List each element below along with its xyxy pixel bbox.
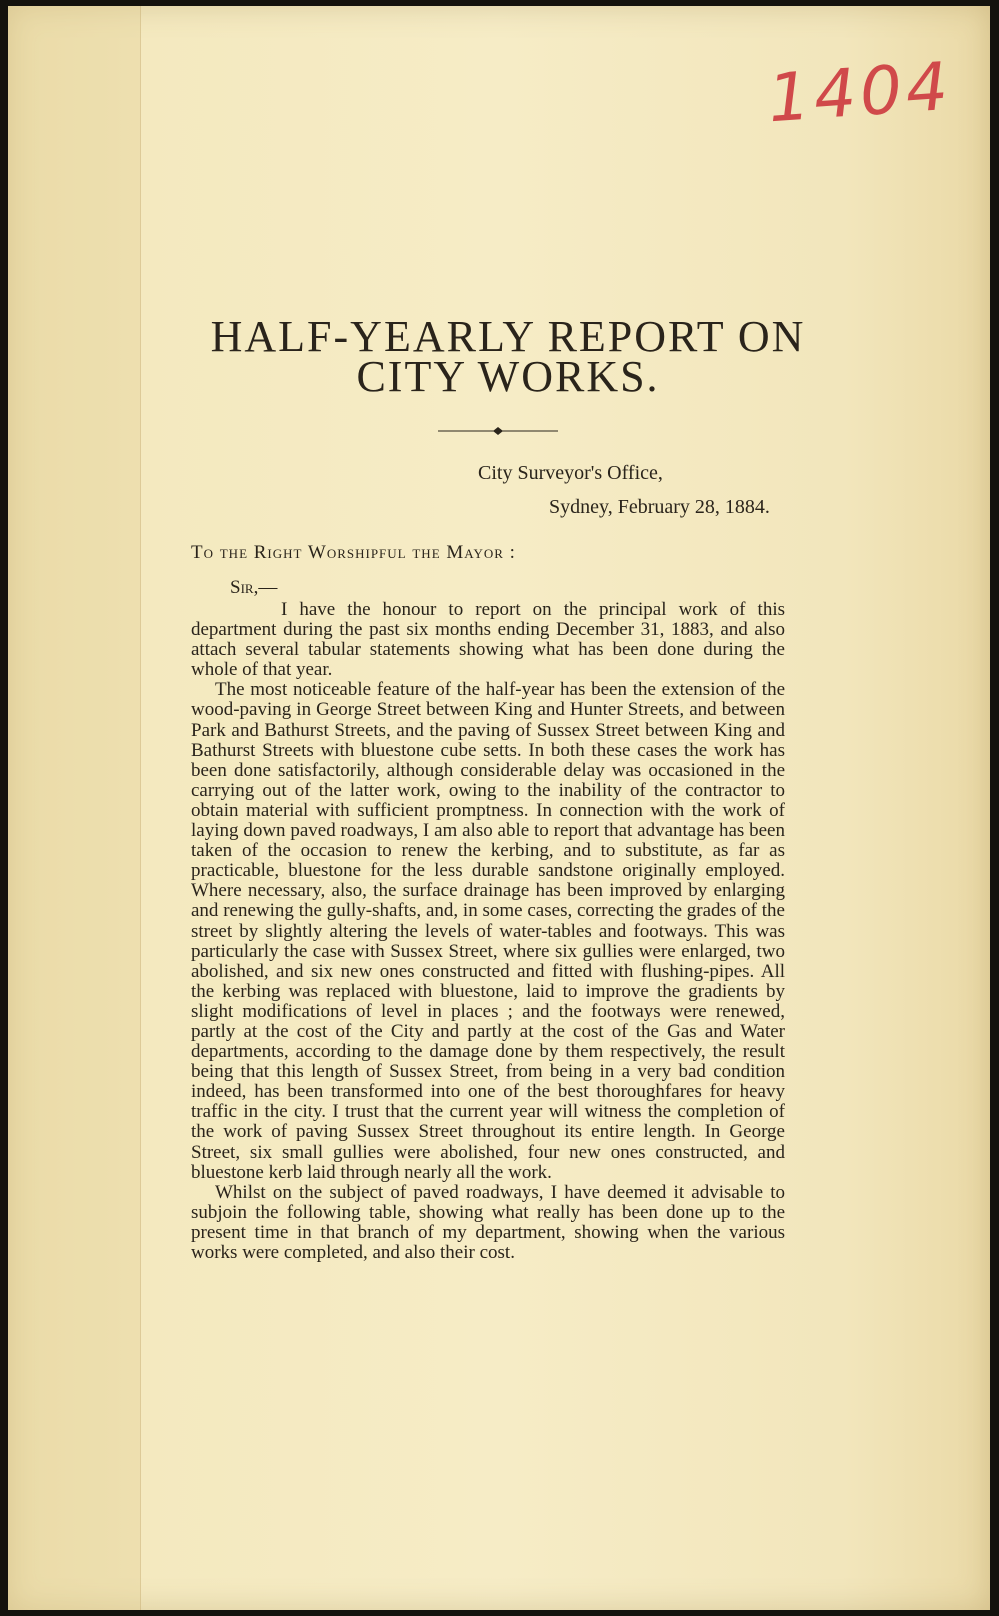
binding-strip <box>8 6 141 1610</box>
ornamental-rule <box>438 425 558 437</box>
handwritten-page-number: 1404 <box>765 47 955 138</box>
report-title-line-2: CITY WORKS. <box>356 352 660 401</box>
document-page <box>8 6 990 1610</box>
paragraph: The most noticeable feature of the half-year has been the extension of the wood-paving in George Street between King and Hunter Streets, and between Park and Bathurst Streets, and the paving of Sussex Street between King and Bathurst Streets with bluestone cube setts. In both these cases the work has been done satisfactorily, although considerable delay was occasioned in the carrying out of the latter work, owing to the inability of the contractor to obtain material with sufficient promptness. In connection with the work of laying down paved roadways, I am also able to report that advantage has been taken of the occasion to renew the kerbing, and to substitute, as far as practicable, bluestone for the less durable sandstone originally employed. Where necessary, also, the surface drainage has been improved by enlarging and renewing the gully-shafts, and, in some cases, correcting the grades of the street by slightly altering the levels of water-tables and footways. This was particularly the case with Sussex Street, where six gullies were enlarged, two abolished, and six new ones constructed and fitted with flushing-pipes. All the kerbing was replaced with bluestone, laid to improve the gradients by slight modifications of level in places ; and the footways were renewed, partly at the cost of the City and partly at the cost of the Gas and Water departments, according to the damage done by them respectively, the result being that this length of Sussex Street, from being in a very bad condition indeed, has been transformed into one of the best thoroughfares for heavy traffic in the city. I trust that the current year will witness the completion of the work of paving Sussex Street throughout its entire length. In George Street, six small gullies were abolished, four new ones constructed, and bluestone kerb laid through nearly all the work. <box>191 679 785 1183</box>
report-body <box>191 600 785 1263</box>
sender-office: City Surveyor's Office, <box>478 462 663 484</box>
dateline: Sydney, February 28, 1884. <box>549 496 770 518</box>
paragraph: I have the honour to report on the principal work of this department during the past six months ending December 31, 1883, and also attach several tabular statements showing what has been done during the whole of that year. <box>191 599 785 681</box>
paragraph: Whilst on the subject of paved roadways, I have deemed it advisable to subjoin the following table, showing what really has been done up to the present time in that branch of my department, showing when the various works were completed, and also their cost. <box>191 1181 785 1263</box>
salutation: Sir,— <box>230 577 278 598</box>
report-title-line-1: HALF-YEARLY REPORT ON <box>210 312 806 361</box>
addressee: To the Right Worshipful the Mayor : <box>191 542 516 563</box>
